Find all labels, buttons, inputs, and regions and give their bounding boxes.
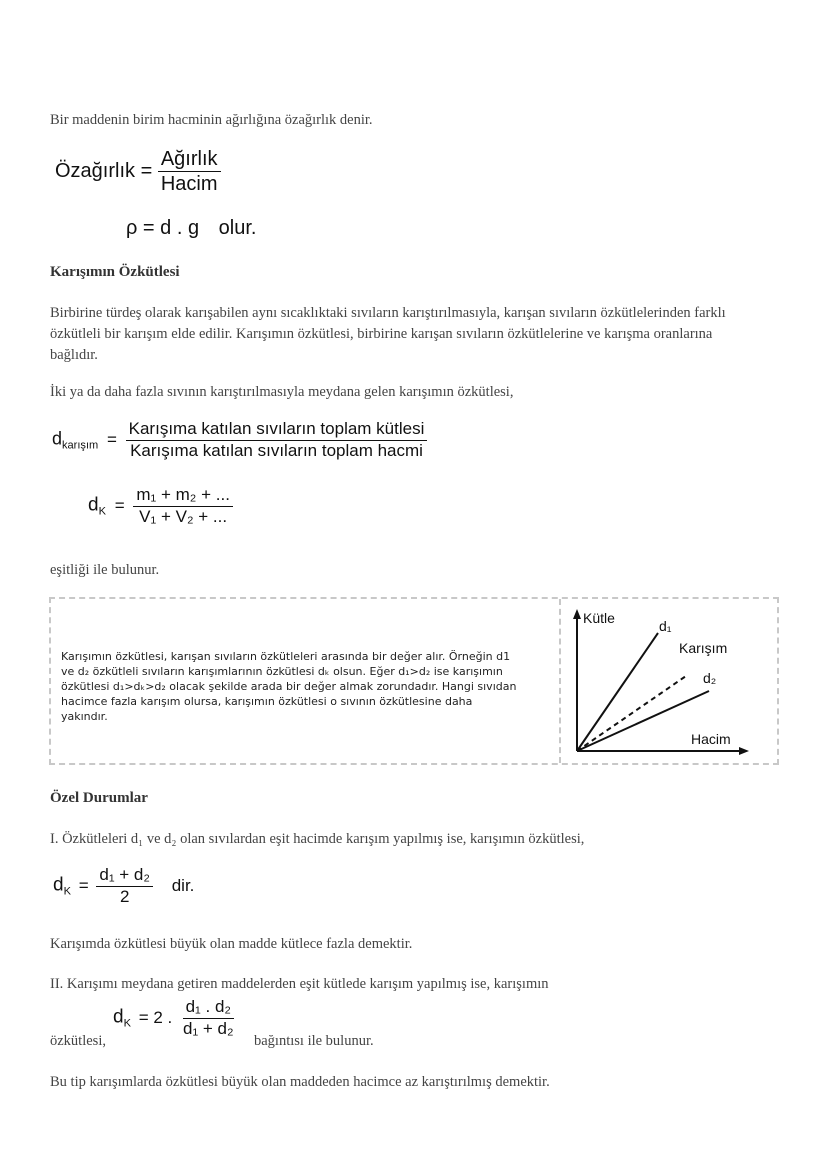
rho-formula [126, 217, 256, 240]
info-line: yakındır. [61, 710, 108, 723]
formula-numerator: m₁ + m₂ + ... [133, 486, 233, 507]
line-mixture [577, 676, 686, 751]
intro-sentence: Bir maddenin birim hacminin ağırlığına özağırlık denir. [50, 112, 373, 128]
line-mixture-label: Karışım [679, 640, 728, 656]
section-heading-mixture-density: Karışımın Özkütlesi [50, 264, 180, 280]
formula-lhs-sub: K [63, 885, 71, 898]
formula-lhs-sub: karışım [62, 439, 99, 452]
formula-numerator: d₁ + d₂ [96, 866, 153, 887]
line-d2-label: d₂ [703, 670, 717, 686]
formula-numerator: d₁ . d₂ [183, 998, 234, 1019]
formula-lhs-sub: K [123, 1017, 131, 1030]
formula-fraction [126, 420, 428, 460]
mixture-paragraph-2: İki ya da daha fazla sıvının karıştırılmasıyla meydana gelen karışımın özkütlesi, [50, 384, 514, 400]
mixture-density-formula-symbols [88, 486, 233, 526]
info-line: ve d₂ özkütleli sıvıların karışımlarının özkütlesi dₖ olsun. Eğer d₁>d₂ ise karışımın [61, 665, 503, 678]
info-line: hacimce fazla karışım olursa, karışımın özkütlesi o sıvının özkütlesine daha [61, 695, 473, 708]
weight-density-formula [55, 148, 221, 195]
mixture-paragraph-1: Birbirine türdeş olarak karışabilen aynı sıcaklıktaki sıvıların karıştırılmasıyla, karışan sıvıların özkütlelerinden farklı özkütleli bir karışım elde edilir. Karışımın özkütlesi, birbirine karışan sıvıların özkütlelerine ve karışma oranlarına bağlıdır. [50, 305, 726, 363]
formula-denominator: d₁ + d₂ [182, 1018, 234, 1038]
case2-text: II. Karışımı meydana getiren maddelerden eşit kütlede karışım yapılmış ise, karışımın [50, 976, 549, 992]
info-box [49, 597, 779, 765]
formula-numerator: Karışıma katılan sıvıların toplam kütlesi [126, 420, 428, 441]
line-d1-label: d₁ [659, 618, 672, 634]
info-line: Karışımın özkütlesi, karışan sıvıların özkütleleri arasında bir değer alır. Örneğin d1 [61, 650, 511, 663]
rho-suffix: olur. [218, 217, 257, 239]
formula-lhs: d [88, 494, 99, 516]
x-axis-arrow-icon [739, 747, 749, 755]
formula-denominator: Hacim [160, 173, 218, 195]
formula-eq: = [106, 429, 117, 449]
formula-lhs: Özağırlık [55, 159, 136, 182]
info-box-divider [559, 599, 561, 763]
formula-lhs: d [113, 1006, 124, 1028]
case2-note: Bu tip karışımlarda özkütlesi büyük olan maddeden hacimce az karıştırılmış demektir. [50, 1074, 550, 1090]
formula-eq: = [114, 495, 125, 515]
y-axis-arrow-icon [573, 609, 581, 619]
section-heading-special-cases: Özel Durumlar [50, 790, 148, 806]
mixture-density-formula-words [52, 420, 427, 460]
rho-expression: ρ = d . g [126, 217, 200, 239]
x-axis-label: Hacim [691, 731, 731, 747]
case1-formula [53, 866, 194, 906]
formula-fraction [133, 486, 233, 526]
case1-note: Karışımda özkütlesi büyük olan madde kütlece fazla demektir. [50, 936, 413, 952]
formula-fraction [96, 866, 153, 906]
formula-eq: = [140, 159, 153, 182]
mixture-paragraph-3: eşitliği ile bulunur. [50, 562, 160, 578]
case2-formula [113, 998, 237, 1038]
y-axis-label: Kütle [583, 610, 615, 626]
formula-denominator: 2 [119, 886, 130, 906]
formula-suffix: dir. [171, 875, 195, 895]
formula-lhs-sub: K [98, 505, 106, 518]
case2-suffix: bağıntısı ile bulunur. [254, 1033, 374, 1049]
formula-eq: = 2 . [138, 1007, 173, 1027]
formula-lhs: d [53, 874, 64, 896]
formula-denominator: V₁ + V₂ + ... [139, 506, 228, 526]
formula-eq: = [78, 875, 89, 895]
case2-prefix: özkütlesi, [50, 1033, 106, 1049]
info-box-text [61, 649, 561, 724]
formula-numerator: Ağırlık [158, 148, 221, 172]
formula-lhs: d [52, 428, 63, 449]
formula-fraction [180, 998, 237, 1038]
case1-text: I. Özkütleleri d₁ ve d₂ olan sıvılardan eşit hacimde karışım yapılmış ise, karışımın özkütlesi, [50, 831, 585, 847]
info-line: özkütlesi d₁>dₖ>d₂ olacak şekilde arada bir değer almak zorundadır. Hangi sıvıdan [61, 680, 517, 693]
mass-volume-graph [563, 601, 775, 761]
formula-denominator: Karışıma katılan sıvıların toplam hacmi [130, 440, 423, 460]
formula-fraction [158, 148, 221, 195]
